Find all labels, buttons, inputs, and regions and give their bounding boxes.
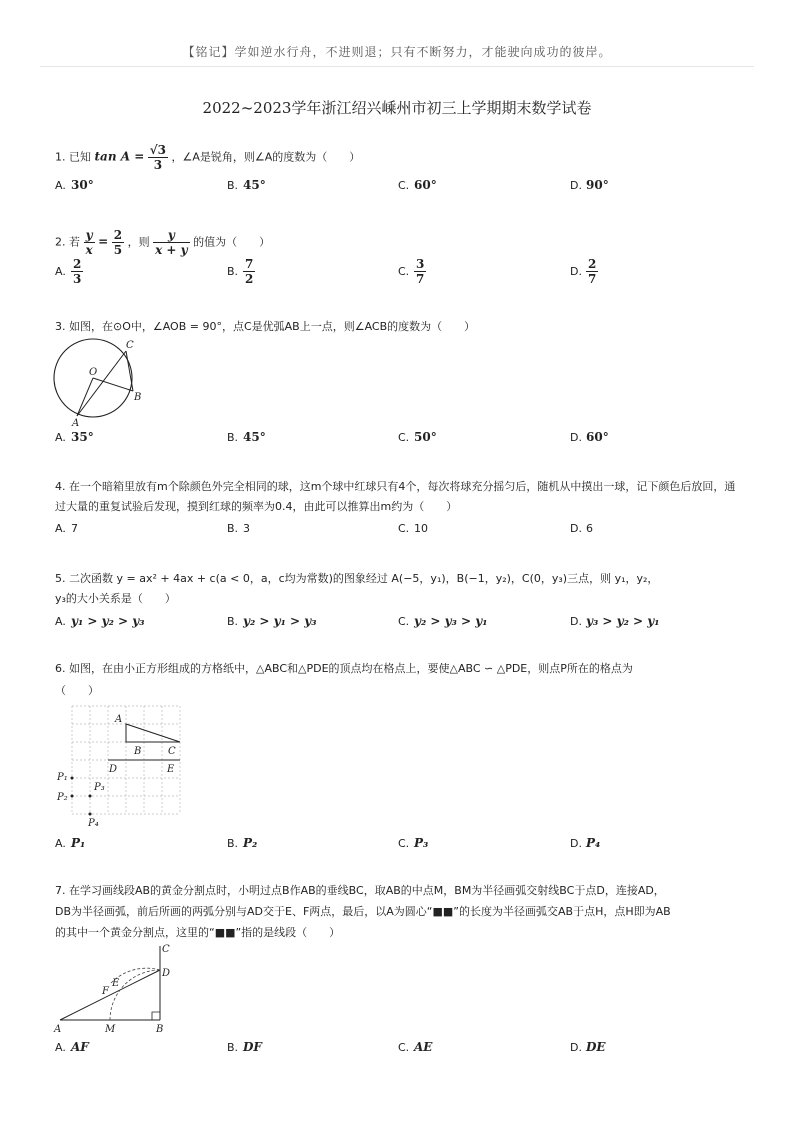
q4-option-c[interactable]: C. 10	[398, 522, 428, 535]
q3-options	[55, 430, 755, 450]
q5-option-d[interactable]: D. y₃ > y₂ > y₁	[570, 614, 660, 628]
question-5-line-2: y₃的大小关系是（ ）	[55, 592, 176, 605]
point-p1	[71, 777, 74, 780]
question-4-line-2: 过大量的重复试验后发现，摸到红球的频率为0.4，由此可以推算出m约为（ ）	[55, 500, 458, 513]
segment-ob	[93, 378, 133, 391]
label-o: O	[89, 367, 98, 378]
q4-option-b[interactable]: B. 3	[227, 522, 250, 535]
q2-option-d[interactable]: D. $\frac{2}{7}$	[570, 257, 597, 286]
q5-options	[55, 614, 755, 634]
q1-option-d[interactable]: D. 90°	[570, 178, 609, 192]
q1-prefix: 已知	[69, 150, 91, 164]
triangle-abc	[126, 724, 180, 742]
label-b: B	[156, 1024, 164, 1035]
label-d: D	[109, 764, 118, 775]
q6-option-b[interactable]: B. P₂	[227, 836, 258, 850]
motto-banner: 【铭记】学如逆水行舟，不进则退；只有不断努力，才能驶向成功的彼岸。	[182, 45, 612, 59]
label-a: A	[72, 418, 80, 429]
q3-option-b[interactable]: B. 45°	[227, 430, 266, 444]
q2-fraction-3: $\frac{y}{x + y}$	[155, 228, 188, 257]
question-7-line-1: 7. 在学习画线段AB的黄金分割点时，小明过点B作AB的垂线BC，取AB的中点M，BM为半径画弧交射线BC于点D，连接AD，	[55, 884, 665, 897]
q7-option-b[interactable]: B. DF	[227, 1040, 262, 1054]
q2-fraction-2: $\frac{2}{5}$	[113, 228, 123, 257]
q2-option-b[interactable]: B. $\frac{7}{2}$	[227, 257, 254, 286]
q3-option-d[interactable]: D. 60°	[570, 430, 609, 444]
question-3: 3. 如图，在⊙O中，∠AOB = 90°，点C是优弧AB上一点，则∠ACB的度数为（ ）	[55, 320, 476, 333]
q5-option-a[interactable]: A. y₁ > y₂ > y₃	[55, 614, 145, 628]
q4-options	[55, 522, 755, 542]
q7-golden-section-figure	[52, 942, 182, 1034]
question-1	[55, 143, 360, 172]
q6-option-a[interactable]: A. P₁	[55, 836, 86, 850]
q7-options	[55, 1040, 755, 1060]
point-p3	[89, 795, 92, 798]
q6-option-d[interactable]: D. P₄	[570, 836, 601, 850]
label-b: B	[134, 746, 142, 757]
q5-option-b[interactable]: B. y₂ > y₁ > y₃	[227, 614, 317, 628]
right-angle-mark	[152, 1012, 160, 1020]
question-4-line-1: 4. 在一个暗箱里放有m个除颜色外完全相同的球，这m个球中红球只有4个，每次将球充分摇匀后，随机从中摸出一球，记下颜色后放回，通	[55, 480, 736, 493]
q1-fraction-den: 3	[153, 158, 163, 172]
q6-options	[55, 836, 755, 856]
label-m: M	[105, 1024, 116, 1035]
q1-fraction	[148, 143, 168, 172]
q3-circle-figure	[50, 338, 150, 430]
label-c: C	[126, 340, 134, 351]
segment-ad	[60, 970, 160, 1020]
label-p2: P₂	[57, 792, 68, 803]
label-p3: P₃	[94, 782, 105, 793]
label-p4: P₄	[88, 818, 99, 829]
q6-option-c[interactable]: C. P₃	[398, 836, 429, 850]
question-6-line-1: 6. 如图，在由小正方形组成的方格纸中，△ABC和△PDE的顶点均在格点上，要使△ABC ∽ △PDE，则点P所在的格点为	[55, 662, 633, 675]
q2-suffix: 的值为（ ）	[193, 235, 271, 249]
q3-option-a[interactable]: A. 35°	[55, 430, 94, 444]
header-divider	[40, 66, 754, 67]
exam-title: 2022~2023学年浙江绍兴嵊州市初三上学期期末数学试卷	[202, 99, 592, 117]
label-c: C	[162, 944, 170, 955]
label-b: B	[134, 392, 142, 403]
label-c: C	[168, 746, 176, 757]
label-e: E	[112, 978, 120, 989]
q4-option-d[interactable]: D. 6	[570, 522, 593, 535]
question-6-line-2: （ ）	[55, 684, 99, 697]
q1-option-a[interactable]: A. 30°	[55, 178, 94, 192]
q7-option-c[interactable]: C. AE	[398, 1040, 433, 1054]
q5-option-c[interactable]: C. y₂ > y₃ > y₁	[398, 614, 488, 628]
q1-fraction-num: √3	[149, 143, 167, 157]
point-p4	[89, 813, 92, 816]
q2-number: 2.	[55, 235, 66, 249]
q7-option-d[interactable]: D. DE	[570, 1040, 606, 1054]
q1-option-b[interactable]: B. 45°	[227, 178, 266, 192]
label-a: A	[115, 714, 123, 725]
q6-grid-figure	[54, 702, 184, 830]
label-a: A	[54, 1024, 62, 1035]
q7-option-a[interactable]: A. AF	[55, 1040, 89, 1054]
label-p1: P₁	[57, 772, 68, 783]
q2-prefix: 若	[69, 235, 80, 249]
q2-option-a[interactable]: A. $\frac{2}{3}$	[55, 257, 82, 286]
question-5-line-1: 5. 二次函数 y = ax² + 4ax + c(a < 0，a，c均为常数)的图象经过 A(−5，y₁)，B(−1，y₂)，C(0，y₃)三点，则 y₁，y₂，	[55, 572, 659, 585]
question-7-line-2: DB为半径画弧，前后所画的两弧分别与AD交于E、F两点，最后，以A为圆心“■■”的长度为半径画弧交AB于点H，点H即为AB	[55, 905, 671, 918]
q4-option-a[interactable]: A. 7	[55, 522, 78, 535]
label-d: D	[162, 968, 171, 979]
q1-options	[55, 178, 755, 198]
question-7-line-3: 的其中一个黄金分割点，这里的“■■”指的是线段（ ）	[55, 926, 341, 939]
q1-expr: tan A =	[94, 149, 145, 164]
q2-option-c[interactable]: C. $\frac{3}{7}$	[398, 257, 425, 286]
q1-suffix: ，∠A是锐角，则∠A的度数为（ ）	[171, 150, 361, 164]
point-p2	[71, 795, 74, 798]
q2-options	[55, 257, 755, 289]
q1-number: 1.	[55, 150, 66, 164]
label-e: E	[167, 764, 175, 775]
segment-ac	[77, 351, 126, 416]
q3-option-c[interactable]: C. 50°	[398, 430, 437, 444]
q2-fraction-1: $\frac{y}{x}$	[85, 228, 93, 257]
q2-equals: =	[98, 234, 109, 249]
segment-cb	[126, 351, 133, 391]
label-f: F	[102, 986, 109, 997]
q2-mid: ，则	[127, 235, 150, 249]
segment-oa	[77, 378, 93, 416]
question-2	[55, 228, 270, 257]
q1-option-c[interactable]: C. 60°	[398, 178, 437, 192]
